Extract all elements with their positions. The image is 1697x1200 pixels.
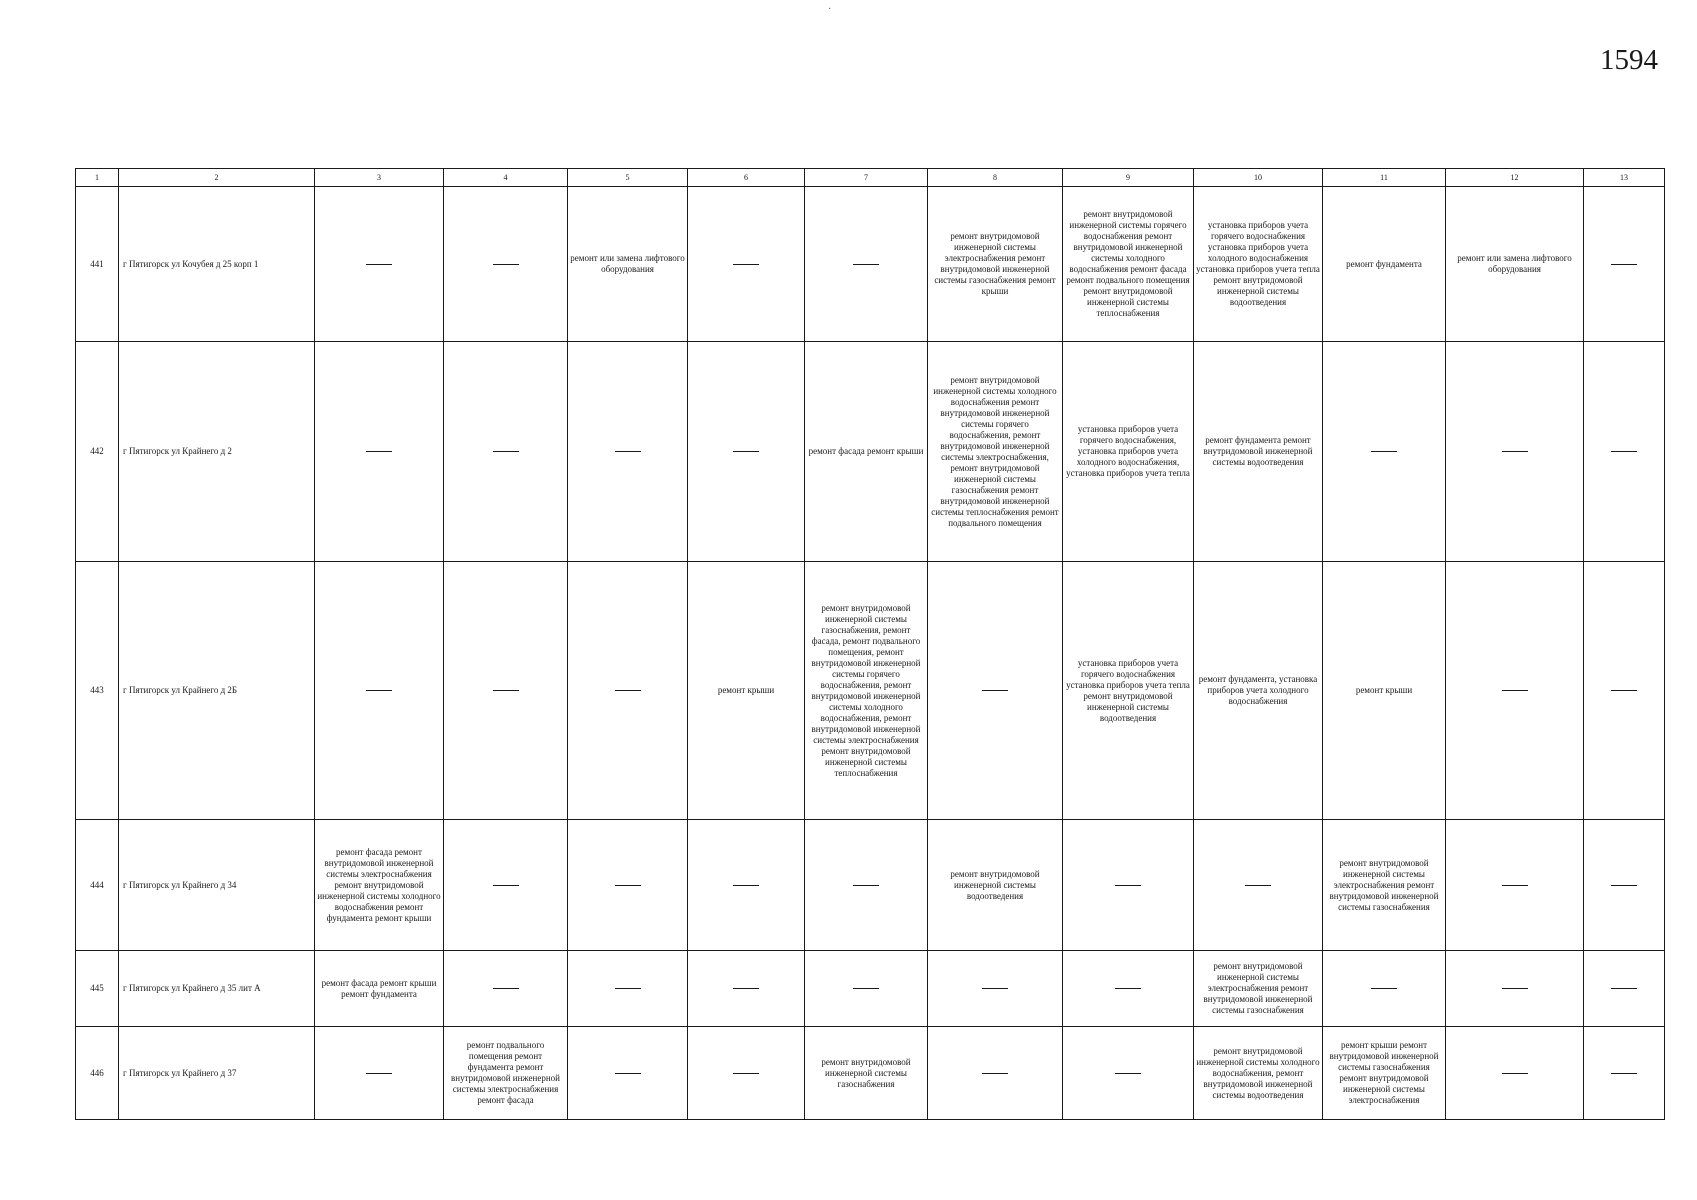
empty-dash [615, 988, 641, 989]
column-header: 6 [688, 169, 805, 187]
cell-text: ремонт фундамента, установка приборов учета холодного водоснабжения [1198, 674, 1318, 706]
cell-text: ремонт фасада ремонт крыши [808, 446, 924, 456]
column-header: 11 [1323, 169, 1446, 187]
empty-dash [615, 885, 641, 886]
cell-text: ремонт внутридомовой инженерной системы водоотведения [950, 868, 1040, 901]
work-cell [928, 342, 1063, 562]
empty-dash [1502, 885, 1528, 886]
empty-dash [366, 264, 392, 265]
table-row [76, 951, 1665, 1027]
cell-text: установка приборов учета горячего водоснабжения, установка приборов учета холодного водоснабжения, установка приборов учета тепла [1066, 424, 1190, 478]
row-number [76, 820, 119, 951]
empty-dash [493, 451, 519, 452]
column-header: 4 [444, 169, 568, 187]
empty-dash [615, 451, 641, 452]
cell-text: г Пятигорск ул Крайнего д 34 [123, 879, 237, 890]
work-cell [805, 342, 928, 562]
empty-dash [493, 988, 519, 989]
column-header: 9 [1063, 169, 1194, 187]
empty-dash [733, 988, 759, 989]
work-cell [1194, 187, 1323, 342]
work-cell [928, 187, 1063, 342]
column-header: 7 [805, 169, 928, 187]
empty-dash [733, 885, 759, 886]
cell-text: ремонт внутридомовой инженерной системы электроснабжения ремонт внутридомовой инженерной системы газоснабжения ремонт крыши [934, 231, 1056, 296]
work-cell [568, 951, 688, 1027]
work-cell [315, 820, 444, 951]
empty-dash [1502, 1073, 1528, 1074]
work-cell [805, 562, 928, 820]
row-address [119, 951, 315, 1027]
work-cell [1584, 820, 1665, 951]
empty-dash [853, 988, 879, 989]
work-cell [1194, 1027, 1323, 1120]
empty-dash [982, 690, 1008, 691]
work-cell [805, 951, 928, 1027]
empty-dash [1371, 451, 1397, 452]
column-header: 5 [568, 169, 688, 187]
row-address [119, 820, 315, 951]
work-cell [568, 1027, 688, 1120]
work-cell [1446, 951, 1584, 1027]
work-cell [1584, 342, 1665, 562]
empty-dash [366, 690, 392, 691]
cell-text: ремонт или замена лифтового оборудования [1457, 253, 1572, 274]
work-cell [1194, 951, 1323, 1027]
column-header: 13 [1584, 169, 1665, 187]
empty-dash [1115, 1073, 1141, 1074]
empty-dash [366, 451, 392, 452]
cell-text: ремонт внутридомовой инженерной системы электроснабжения ремонт внутридомовой инженерной системы газоснабжения [1203, 961, 1313, 1015]
work-cell [315, 562, 444, 820]
work-cell [688, 187, 805, 342]
work-cell [1063, 342, 1194, 562]
work-cell [1194, 820, 1323, 951]
empty-dash [853, 885, 879, 886]
header-row [76, 169, 1665, 187]
work-cell [928, 820, 1063, 951]
empty-dash [1611, 885, 1637, 886]
table-row [76, 1027, 1665, 1120]
work-cell [805, 187, 928, 342]
work-cell [1063, 1027, 1194, 1120]
work-cell [1323, 951, 1446, 1027]
cell-text: г Пятигорск ул Крайнего д 2Б [123, 685, 238, 695]
column-header: 10 [1194, 169, 1323, 187]
row-address [119, 342, 315, 562]
work-cell [1063, 187, 1194, 342]
cell-text: ремонт крыши ремонт внутридомовой инженерной системы газоснабжения ремонт внутридомовой инженерной системы электроснабжения [1329, 1040, 1439, 1105]
work-cell [1323, 187, 1446, 342]
page-number: 1594 [1600, 44, 1658, 76]
column-header: 3 [315, 169, 444, 187]
empty-dash [982, 1073, 1008, 1074]
empty-dash [493, 885, 519, 886]
work-cell [1446, 1027, 1584, 1120]
empty-dash [493, 690, 519, 691]
work-cell [1323, 820, 1446, 951]
row-number [76, 951, 119, 1027]
empty-dash [982, 988, 1008, 989]
work-cell [1446, 187, 1584, 342]
work-cell [1584, 187, 1665, 342]
cell-text: ремонт или замена лифтового оборудования [570, 253, 685, 274]
table-row [76, 342, 1665, 562]
work-cell [444, 187, 568, 342]
work-cell [688, 342, 805, 562]
work-cell [568, 562, 688, 820]
empty-dash [1371, 988, 1397, 989]
empty-dash [1611, 264, 1637, 265]
column-header: 12 [1446, 169, 1584, 187]
work-cell [1584, 1027, 1665, 1120]
empty-dash [1115, 988, 1141, 989]
work-cell [1063, 951, 1194, 1027]
empty-dash [1611, 1073, 1637, 1074]
empty-dash [1502, 690, 1528, 691]
work-cell [1584, 951, 1665, 1027]
table-row [76, 187, 1665, 342]
column-header: 8 [928, 169, 1063, 187]
cell-text: ремонт подвального помещения ремонт фундамента ремонт внутридомовой инженерной системы электроснабжения ремонт фасада [451, 1040, 560, 1105]
row-address [119, 562, 315, 820]
work-cell [688, 951, 805, 1027]
empty-dash [1245, 885, 1271, 886]
work-cell [568, 342, 688, 562]
work-cell [315, 187, 444, 342]
cell-text: г Пятигорск ул Крайнего д 35 лит А [123, 983, 261, 993]
cell-text: ремонт фасада ремонт крыши ремонт фундамента [321, 977, 437, 999]
row-address [119, 1027, 315, 1120]
row-number [76, 1027, 119, 1120]
top-mark: · [828, 4, 832, 15]
cell-text: ремонт внутридомовой инженерной системы газоснабжения, ремонт фасада, ремонт подвального помещения, ремонт внутридомовой инженерной системы горячего водоснабжения, ремонт внутридомовой инженерной системы холодного водоснабжения, ремонт внутридомовой инженерной системы электроснабжения ремонт внутридомовой инженерной системы теплоснабжения [811, 602, 921, 778]
capital-repair-table [75, 168, 1665, 1120]
empty-dash [493, 264, 519, 265]
work-cell [1194, 342, 1323, 562]
cell-text: ремонт крыши [717, 685, 775, 695]
cell-text: г Пятигорск ул Кочубея д 25 корп 1 [123, 258, 259, 269]
empty-dash [615, 690, 641, 691]
cell-text: установка приборов учета горячего водоснабжения установка приборов учета холодного водоснабжения установка приборов учета тепла ремонт внутридомовой инженерной системы водоотведения [1196, 220, 1320, 307]
work-cell [444, 1027, 568, 1120]
empty-dash [1502, 451, 1528, 452]
empty-dash [1502, 988, 1528, 989]
empty-dash [366, 1073, 392, 1074]
row-number [76, 342, 119, 562]
work-cell [688, 562, 805, 820]
cell-text: 445 [90, 983, 104, 993]
table-row [76, 562, 1665, 820]
cell-text: 442 [90, 446, 104, 456]
cell-text: ремонт внутридомовой инженерной системы холодного водоснабжения, ремонт внутридомовой инженерной системы водоотведения [1196, 1045, 1320, 1100]
work-cell [1323, 1027, 1446, 1120]
row-address [119, 187, 315, 342]
cell-text: г Пятигорск ул Крайнего д 2 [123, 446, 232, 456]
empty-dash [733, 264, 759, 265]
work-cell [805, 1027, 928, 1120]
work-cell [444, 820, 568, 951]
work-cell [568, 820, 688, 951]
cell-text: ремонт внутридомовой инженерной системы горячего водоснабжения ремонт внутридомовой инженерной системы холодного водоснабжения ремонт фасада ремонт подвального помещения ремонт внутридомовой инженерной системы теплоснабжения [1066, 209, 1190, 318]
cell-text: ремонт фасада ремонт внутридомовой инженерной системы электроснабжения ремонт внутридомовой инженерной системы холодного водоснабжения ремонт фундамента ремонт крыши [317, 846, 441, 923]
work-cell [688, 1027, 805, 1120]
work-cell [805, 820, 928, 951]
work-cell [568, 187, 688, 342]
work-cell [688, 820, 805, 951]
work-cell [1063, 820, 1194, 951]
work-cell [928, 1027, 1063, 1120]
row-number [76, 562, 119, 820]
cell-text: 441 [90, 258, 104, 269]
cell-text: 443 [90, 685, 104, 695]
cell-text: ремонт внутридомовой инженерной системы электроснабжения ремонт внутридомовой инженерной системы газоснабжения [1329, 857, 1439, 912]
cell-text: ремонт внутридомовой инженерной системы холодного водоснабжения ремонт внутридомовой инженерной системы горячего водоснабжения, ремонт внутридомовой инженерной системы электроснабжения, ремонт внутридомовой инженерной системы газоснабжения ремонт внутридомовой инженерной системы теплоснабжения ремонт подвального помещения [931, 374, 1059, 528]
cell-text: г Пятигорск ул Крайнего д 37 [123, 1067, 237, 1078]
work-cell [444, 562, 568, 820]
work-cell [1323, 562, 1446, 820]
work-cell [1446, 820, 1584, 951]
cell-text: 446 [90, 1067, 104, 1078]
empty-dash [733, 451, 759, 452]
work-cell [1063, 562, 1194, 820]
table-row [76, 820, 1665, 951]
empty-dash [1115, 885, 1141, 886]
work-cell [1446, 342, 1584, 562]
cell-text: 444 [90, 879, 104, 890]
empty-dash [733, 1073, 759, 1074]
column-header: 2 [119, 169, 315, 187]
cell-text: ремонт фундамента ремонт внутридомовой инженерной системы водоотведения [1203, 435, 1313, 467]
column-header: 1 [76, 169, 119, 187]
work-cell [1194, 562, 1323, 820]
row-number [76, 187, 119, 342]
work-cell [928, 562, 1063, 820]
work-cell [315, 342, 444, 562]
work-cell [1323, 342, 1446, 562]
empty-dash [853, 264, 879, 265]
empty-dash [1611, 690, 1637, 691]
cell-text: ремонт крыши [1355, 685, 1413, 695]
work-cell [928, 951, 1063, 1027]
work-cell [315, 951, 444, 1027]
empty-dash [1611, 451, 1637, 452]
cell-text: установка приборов учета горячего водоснабжения установка приборов учета тепла ремонт внутридомовой инженерной системы водоотведения [1066, 657, 1190, 723]
empty-dash [1611, 988, 1637, 989]
work-cell [444, 951, 568, 1027]
work-cell [1584, 562, 1665, 820]
cell-text: ремонт внутридомовой инженерной системы газоснабжения [821, 1056, 911, 1089]
cell-text: ремонт фундамента [1346, 258, 1422, 269]
work-cell [444, 342, 568, 562]
work-cell [315, 1027, 444, 1120]
work-cell [1446, 562, 1584, 820]
empty-dash [615, 1073, 641, 1074]
